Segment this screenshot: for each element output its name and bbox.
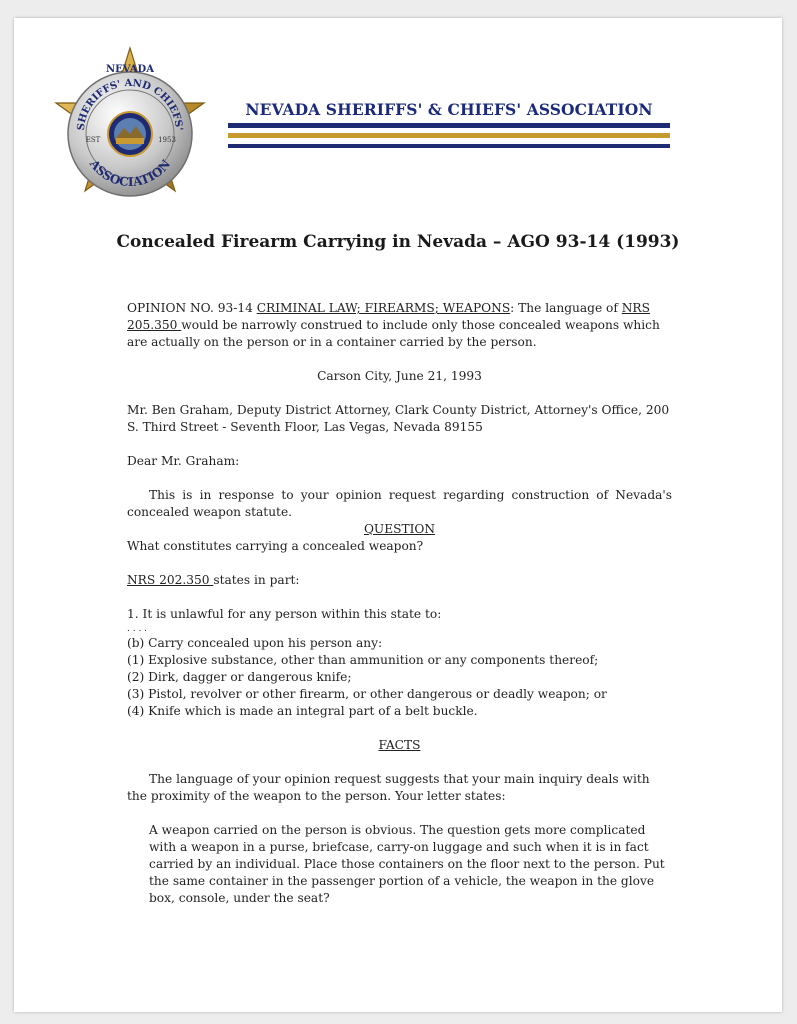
addressee: Mr. Ben Graham, Deputy District Attorney, Clark County District, Attorney's Office, 200 S. Third Street - Seventh Floor, Las Vegas, Nevada 89155 xyxy=(127,403,670,434)
svg-text:SHERIFFS' AND CHIEFS': SHERIFFS' AND CHIEFS' xyxy=(75,77,184,131)
header-rule-gold xyxy=(228,133,670,138)
statute-item: (3) Pistol, revolver or other firearm, or other dangerous or deadly weapon; or xyxy=(127,687,607,701)
document-title: Concealed Firearm Carrying in Nevada – AGO 93-14 (1993) xyxy=(116,232,680,252)
statute-item: (1) Explosive substance, other than ammunition or any components thereof; xyxy=(127,653,599,667)
question-heading: QUESTION xyxy=(363,522,436,536)
svg-text:EST: EST xyxy=(85,136,101,144)
facts-heading: FACTS xyxy=(378,738,421,752)
facts-quote: A weapon carried on the person is obvious. The question gets more complicated with a weapon in a purse, briefcase, carry-on luggage and such when it is in fact carried by an individual. Place those containers on the floor next to the person. Put the same container in the passenger portion of a vehicle, the weapon in the glove box, console, under the seat? xyxy=(149,823,665,905)
statute-item: (b) Carry concealed upon his person any: xyxy=(127,636,383,650)
sheriffs-badge-logo xyxy=(44,46,216,218)
statute-item: (4) Knife which is made an integral part of a belt buckle. xyxy=(127,704,478,718)
intro-paragraph: This is in response to your opinion request regarding construction of Nevada's concealed weapon statute. xyxy=(127,488,672,519)
svg-text:1953: 1953 xyxy=(158,136,176,144)
organization-name: NEVADA SHERIFFS' & CHIEFS' ASSOCIATION xyxy=(245,100,653,119)
nrs-205-350-link[interactable]: NRS 205.350 xyxy=(127,301,650,332)
facts-intro: The language of your opinion request suggests that your main inquiry deals with the proximity of the weapon to the person. Your letter states: xyxy=(127,772,650,803)
document-page xyxy=(14,18,782,1012)
header-rule-navy-top xyxy=(228,123,670,128)
statute-item: (2) Dirk, dagger or dangerous knife; xyxy=(127,670,352,684)
salutation: Dear Mr. Graham: xyxy=(127,454,240,468)
svg-text:NEVADA: NEVADA xyxy=(106,64,154,75)
opinion-subject: CRIMINAL LAW; FIREARMS; WEAPONS xyxy=(256,301,511,315)
place-date: Carson City, June 21, 1993 xyxy=(317,369,482,383)
opinion-summary: OPINION NO. 93-14 CRIMINAL LAW; FIREARMS; WEAPONS: The language of NRS 205.350 would be narrowly construed to include only those concealed weapons which are actually on the person or in a container carried by the person. xyxy=(127,301,660,349)
svg-text:ASSOCIATION: ASSOCIATION xyxy=(86,156,174,190)
statute-item: . . . . xyxy=(127,624,148,634)
nrs-202-350-link[interactable]: NRS 202.350 xyxy=(127,573,214,587)
statute-item: 1. It is unlawful for any person within this state to: xyxy=(127,607,442,621)
header-rule-navy-bottom xyxy=(228,144,670,148)
question-text: What constitutes carrying a concealed weapon? xyxy=(127,539,424,553)
document-body xyxy=(127,300,672,907)
statute-intro: NRS 202.350 states in part: xyxy=(127,573,300,587)
